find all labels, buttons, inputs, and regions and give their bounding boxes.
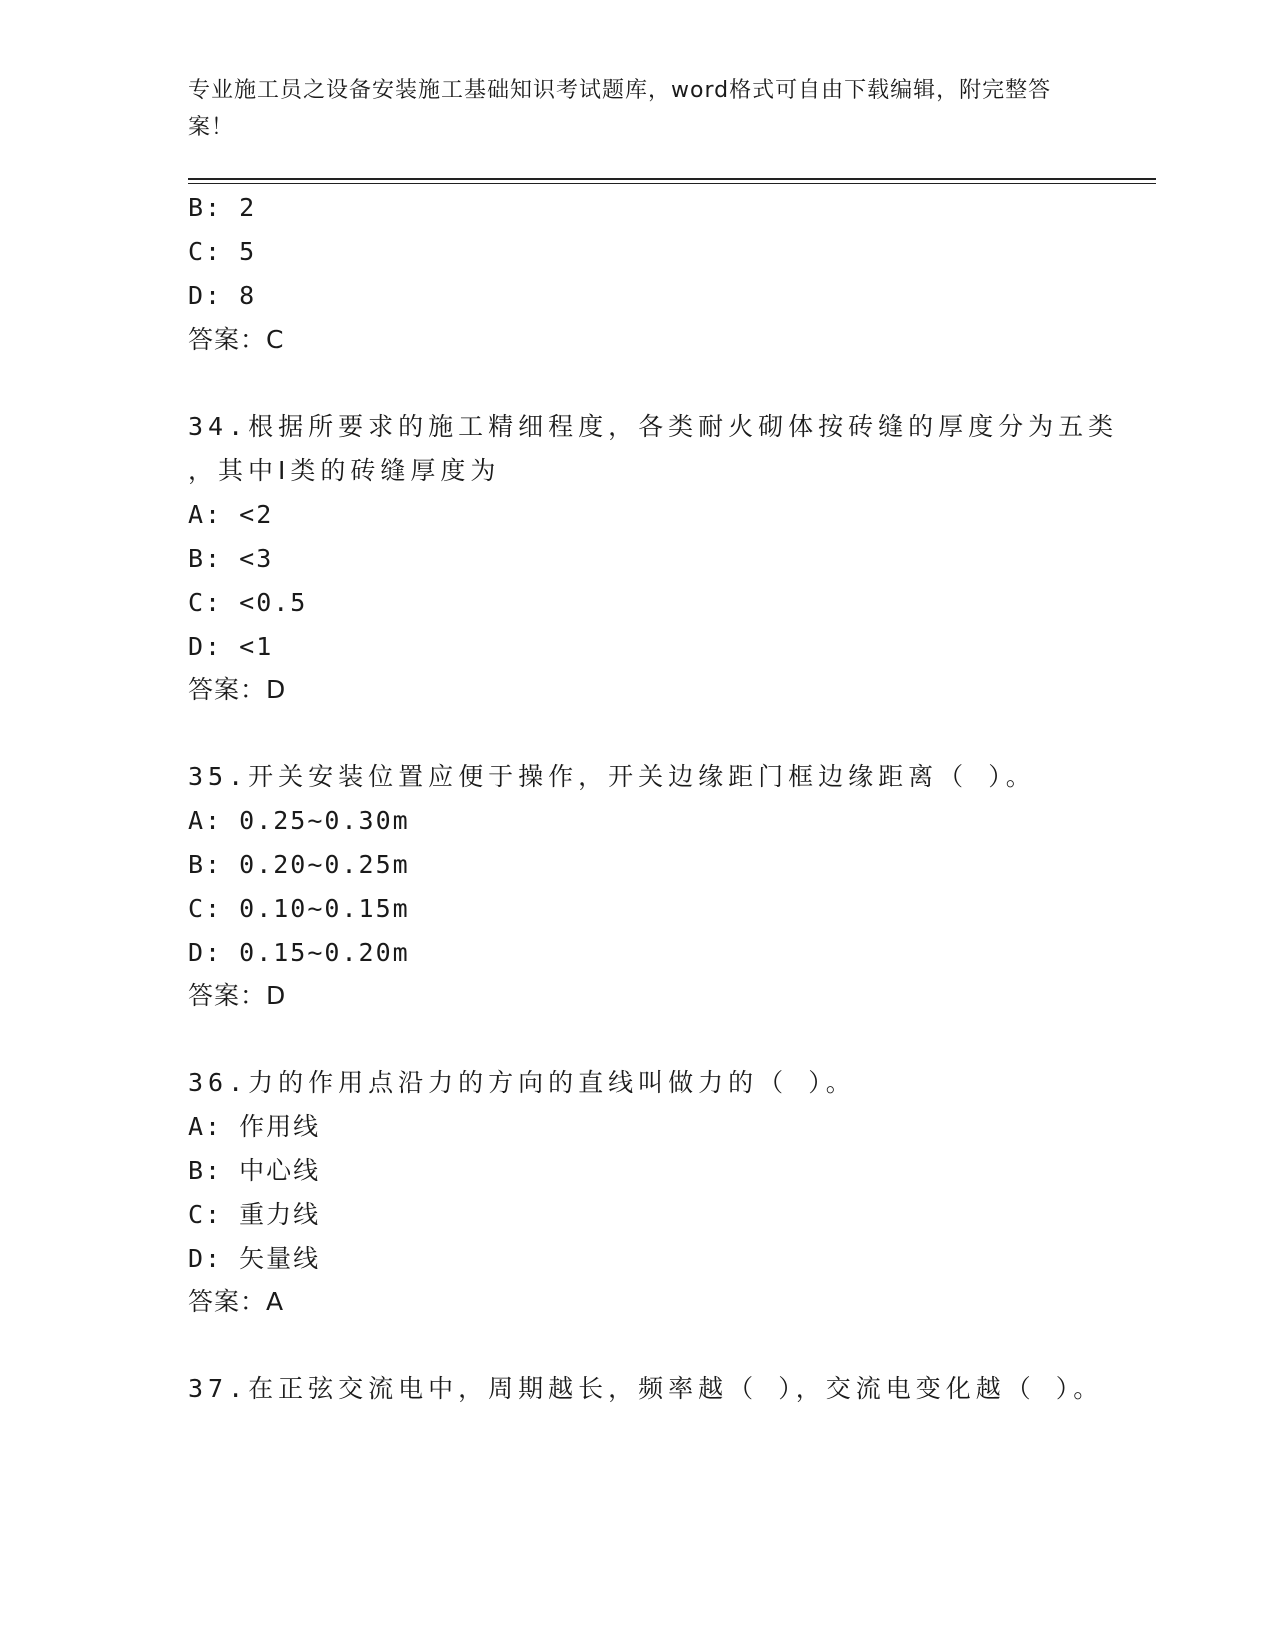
header-divider-thin xyxy=(188,183,1156,184)
q33-option-c: C: 5 xyxy=(188,237,257,266)
q35-option-b: B: 0.20~0.25m xyxy=(188,850,410,879)
q33-option-d: D: 8 xyxy=(188,281,257,310)
q34-stem-line1: 34.根据所要求的施工精细程度，各类耐火砌体按砖缝的厚度分为五类 xyxy=(188,412,1119,441)
q36-option-b: B: 中心线 xyxy=(188,1156,321,1185)
q35-option-a: A: 0.25~0.30m xyxy=(188,806,410,835)
q34-option-d: D: <1 xyxy=(188,632,274,661)
q34-option-b: B: <3 xyxy=(188,544,274,573)
q35-stem: 35.开关安装位置应便于操作，开关边缘距门框边缘距离（ ）。 xyxy=(188,762,1036,791)
q33-answer: 答案：C xyxy=(188,325,285,354)
q36-stem: 36.力的作用点沿力的方向的直线叫做力的（ ）。 xyxy=(188,1068,856,1097)
q33-option-b: B: 2 xyxy=(188,193,257,222)
q35-option-c: C: 0.10~0.15m xyxy=(188,894,410,923)
q36-option-a: A: 作用线 xyxy=(188,1112,321,1141)
q36-answer: 答案：A xyxy=(188,1287,285,1316)
q36-option-c: C: 重力线 xyxy=(188,1200,321,1229)
q34-answer: 答案：D xyxy=(188,675,287,704)
q34-option-a: A: <2 xyxy=(188,500,274,529)
q35-answer: 答案：D xyxy=(188,981,287,1010)
q35-option-d: D: 0.15~0.20m xyxy=(188,938,410,967)
q34-stem-line2: ，其中Ⅰ类的砖缝厚度为 xyxy=(188,456,501,485)
q36-option-d: D: 矢量线 xyxy=(188,1244,321,1273)
q34-option-c: C: <0.5 xyxy=(188,588,308,617)
document-header: 专业施工员之设备安装施工基础知识考试题库，word格式可自由下载编辑，附完整答案！ xyxy=(188,78,1052,140)
q37-stem: 37.在正弦交流电中，周期越长，频率越（ ），交流电变化越（ ）。 xyxy=(188,1374,1104,1403)
header-divider xyxy=(188,178,1156,180)
